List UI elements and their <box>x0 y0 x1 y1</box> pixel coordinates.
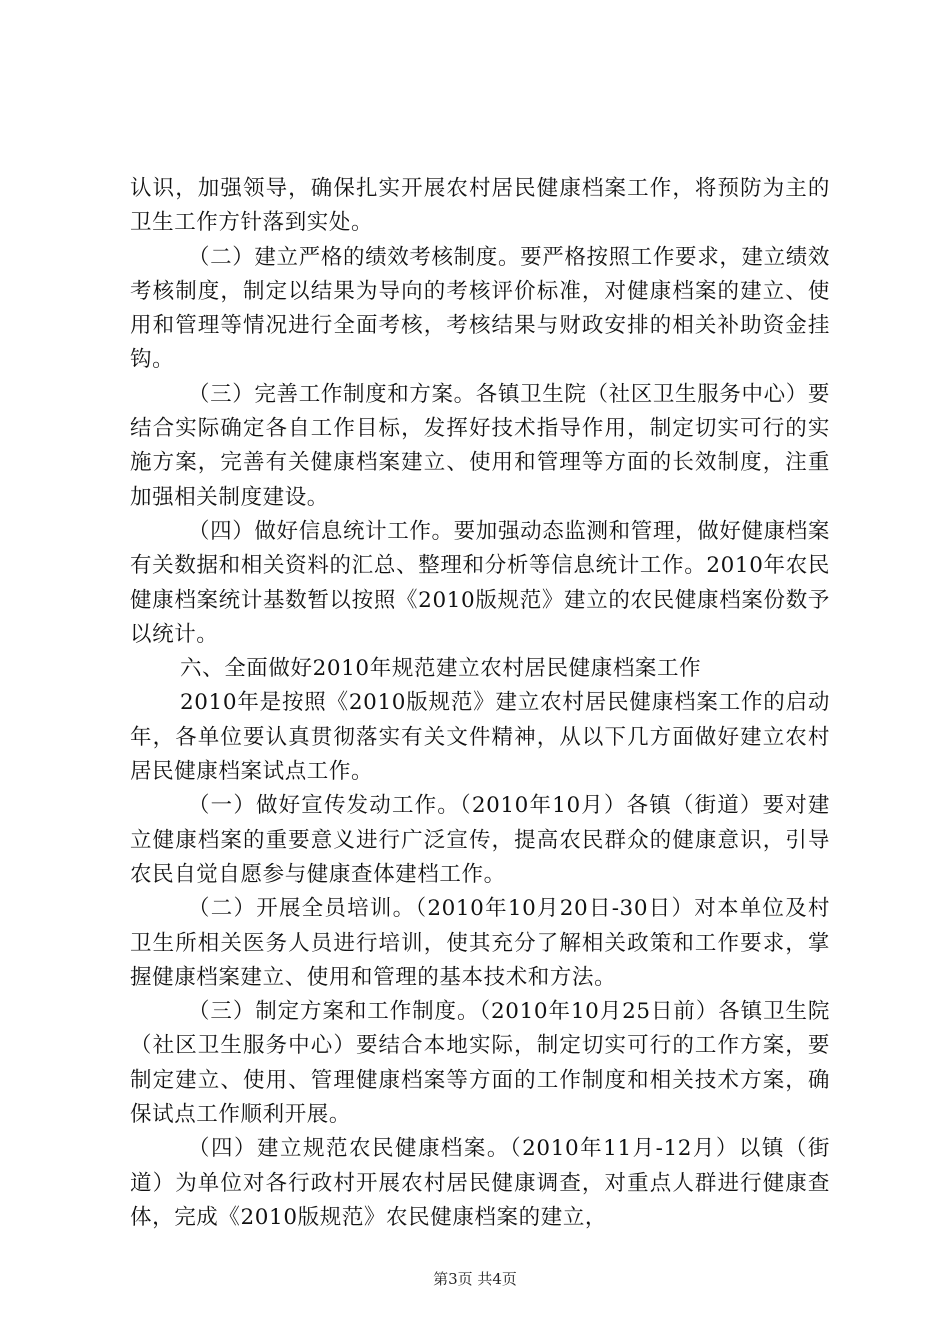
body-text <box>130 172 830 1235</box>
paragraph-continuation: 认识，加强领导，确保扎实开展农村居民健康档案工作，将预防为主的卫生工作方针落到实处。 <box>130 176 830 236</box>
paragraph-step-3: （三）制定方案和工作制度。（2010年10月25日前）各镇卫生院（社区卫生服务中心）要结合本地实际，制定切实可行的工作方案，要制定建立、使用、管理健康档案等方面的工作制度和相关技术方案，确保试点工作顺利开展。 <box>130 999 830 1128</box>
paragraph-step-4: （四）建立规范农民健康档案。（2010年11月-12月）以镇（街道）为单位对各行政村开展农村居民健康调查，对重点人群进行健康查体，完成《2010版规范》农民健康档案的建立， <box>130 1136 830 1230</box>
paragraph-step-2: （二）开展全员培训。（2010年10月20日-30日）对本单位及村卫生所相关医务人员进行培训，使其充分了解相关政策和工作要求，掌握健康档案建立、使用和管理的基本技术和方法。 <box>130 896 830 990</box>
paragraph-item-4: （四）做好信息统计工作。要加强动态监测和管理，做好健康档案有关数据和相关资料的汇总、整理和分析等信息统计工作。2010年农民健康档案统计基数暂以按照《2010版规范》建立的农民健康档案份数予以统计。 <box>130 518 830 647</box>
section-heading-6: 六、全面做好2010年规范建立农村居民健康档案工作 <box>180 656 702 682</box>
page-number-footer: 第3页 共4页 <box>433 1270 517 1288</box>
paragraph-step-1: （一）做好宣传发动工作。（2010年10月）各镇（街道）要对建立健康档案的重要意义进行广泛宣传，提高农民群众的健康意识，引导农民自觉自愿参与健康查体建档工作。 <box>130 793 830 887</box>
paragraph-item-3: （三）完善工作制度和方案。各镇卫生院（社区卫生服务中心）要结合实际确定各自工作目标，发挥好技术指导作用，制定切实可行的实施方案，完善有关健康档案建立、使用和管理等方面的长效制度，注重加强相关制度建设。 <box>130 381 830 510</box>
paragraph-item-2: （二）建立严格的绩效考核制度。要严格按照工作要求，建立绩效考核制度，制定以结果为导向的考核评价标准，对健康档案的建立、使用和管理等情况进行全面考核，考核结果与财政安排的相关补助资金挂钩。 <box>130 244 830 373</box>
paragraph-section-6-intro: 2010年是按照《2010版规范》建立农村居民健康档案工作的启动年，各单位要认真贯彻落实有关文件精神，从以下几方面做好建立农村居民健康档案试点工作。 <box>130 690 830 785</box>
